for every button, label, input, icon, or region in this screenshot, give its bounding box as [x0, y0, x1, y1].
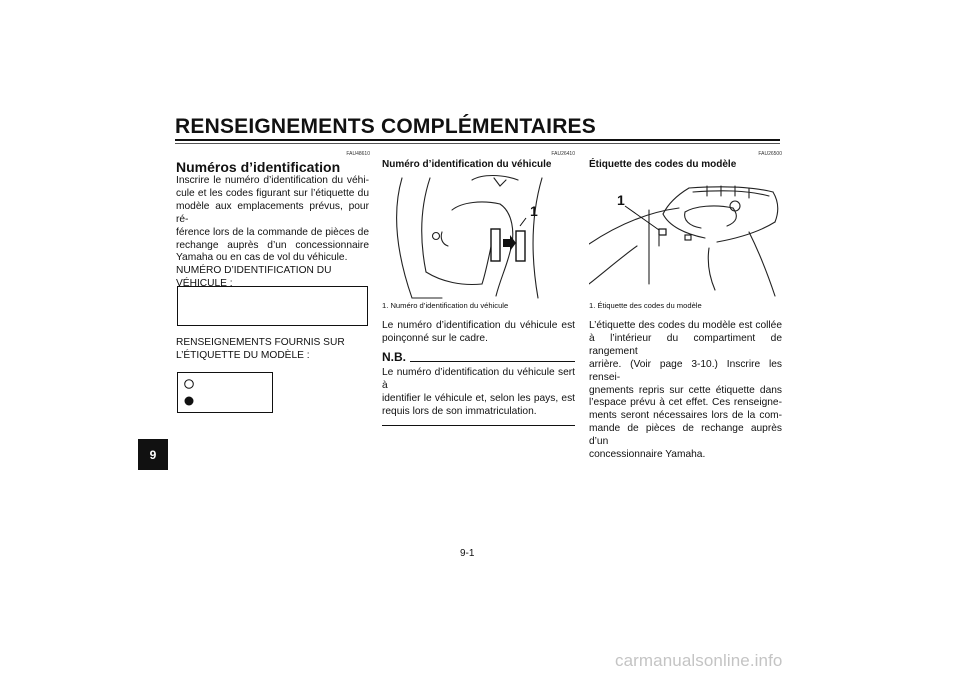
chapter-number: 9 [149, 447, 157, 462]
text-line: modèle aux emplacements prévus, pour ré- [176, 200, 369, 225]
text-line: férence lors de la commande de pièces de [176, 226, 369, 238]
model-label-illustration [589, 172, 782, 299]
watermark: carmanualsonline.info [615, 651, 783, 670]
text-line: requis lors de son immatriculation. [382, 405, 537, 417]
vin-location-illustration [382, 172, 575, 299]
panel-edge [422, 178, 430, 272]
vin-plate-right [516, 231, 525, 261]
text-line: Le numéro d’identification du véhicule sert à [382, 367, 575, 391]
vin-plate-left [491, 229, 500, 261]
arrow-right-icon [503, 235, 516, 251]
section-heading: Numéros d’identification [176, 159, 341, 175]
figure-caption: 1. Étiquette des codes du modèle [589, 301, 702, 310]
vin-paragraph [382, 320, 575, 346]
title-rule-secondary [175, 143, 780, 144]
vin-label-line: VÉHICULE : [176, 278, 233, 290]
chapter-tab [138, 439, 168, 470]
open-circle-icon [185, 380, 194, 389]
note-block [382, 350, 575, 426]
section-code: FAU48610 [346, 151, 370, 157]
text-line: Inscrire le numéro d’identification du véhi- [176, 175, 369, 186]
page-number: 9-1 [460, 548, 475, 559]
intro-paragraph [176, 175, 369, 291]
body-outline [589, 208, 679, 244]
text-line: poinçonné sur le cadre. [382, 332, 488, 344]
text-line: identifier le véhicule et, selon les pays, est [382, 392, 575, 404]
text-line: L’étiquette des codes du modèle est collée [589, 320, 782, 331]
note-title: N.B. [382, 350, 406, 364]
callout-leader [520, 218, 526, 226]
text-line: mande de pièces de rechange auprès d’un [589, 423, 782, 448]
text-line: gnements repris sur cette étiquette dans [589, 384, 782, 396]
text-line: à l’intérieur du compartiment de rangement [589, 332, 782, 357]
figure-caption: 1. Numéro d’identification du véhicule [382, 301, 509, 310]
text-line: rechange auprès d’un concessionnaire [176, 239, 369, 251]
model-label-sticker [659, 229, 666, 235]
page-title: RENSEIGNEMENTS COMPLÉMENTAIRES [175, 115, 596, 138]
note-title-rule [410, 361, 575, 362]
text-line: ments seront nécessaires lors de la com- [589, 410, 782, 422]
model-label-line: L’ÉTIQUETTE DU MODÈLE : [176, 349, 310, 361]
note-bottom-rule [382, 425, 575, 426]
section-heading: Étiquette des codes du modèle [589, 159, 737, 170]
frame-outline [397, 178, 412, 298]
callout-leader [625, 206, 659, 230]
text-line: cule et les codes figurant sur l’étiquette du [176, 187, 369, 199]
title-rule [175, 139, 780, 141]
text-line: concessionnaire Yamaha. [589, 449, 706, 461]
callout-number: 1 [530, 203, 538, 219]
model-label [176, 337, 369, 363]
model-label-paragraph [589, 320, 782, 462]
model-code-box [177, 372, 273, 413]
text-line: Yamaha ou en cas de vol du véhicule. [176, 252, 348, 264]
section-heading: Numéro d’identification du véhicule [382, 159, 552, 170]
model-code-symbols [178, 373, 272, 412]
filled-circle-icon [185, 397, 194, 406]
section-code: FAU26500 [758, 151, 782, 157]
text-line: l’espace prévu à cet effet. Ces renseigne- [589, 397, 782, 409]
compartment-edge [685, 206, 733, 212]
text-line: Le numéro d’identification du véhicule est [382, 320, 575, 331]
model-label-line: RENSEIGNEMENTS FOURNIS SUR [176, 337, 345, 348]
vin-label-line: NUMÉRO D’IDENTIFICATION DU [176, 265, 332, 277]
section-code: FAU26410 [551, 151, 575, 157]
callout-number: 1 [617, 192, 625, 208]
text-line: arrière. (Voir page 3-10.) Inscrire les rensei- [589, 358, 782, 383]
vin-entry-box [177, 286, 368, 326]
